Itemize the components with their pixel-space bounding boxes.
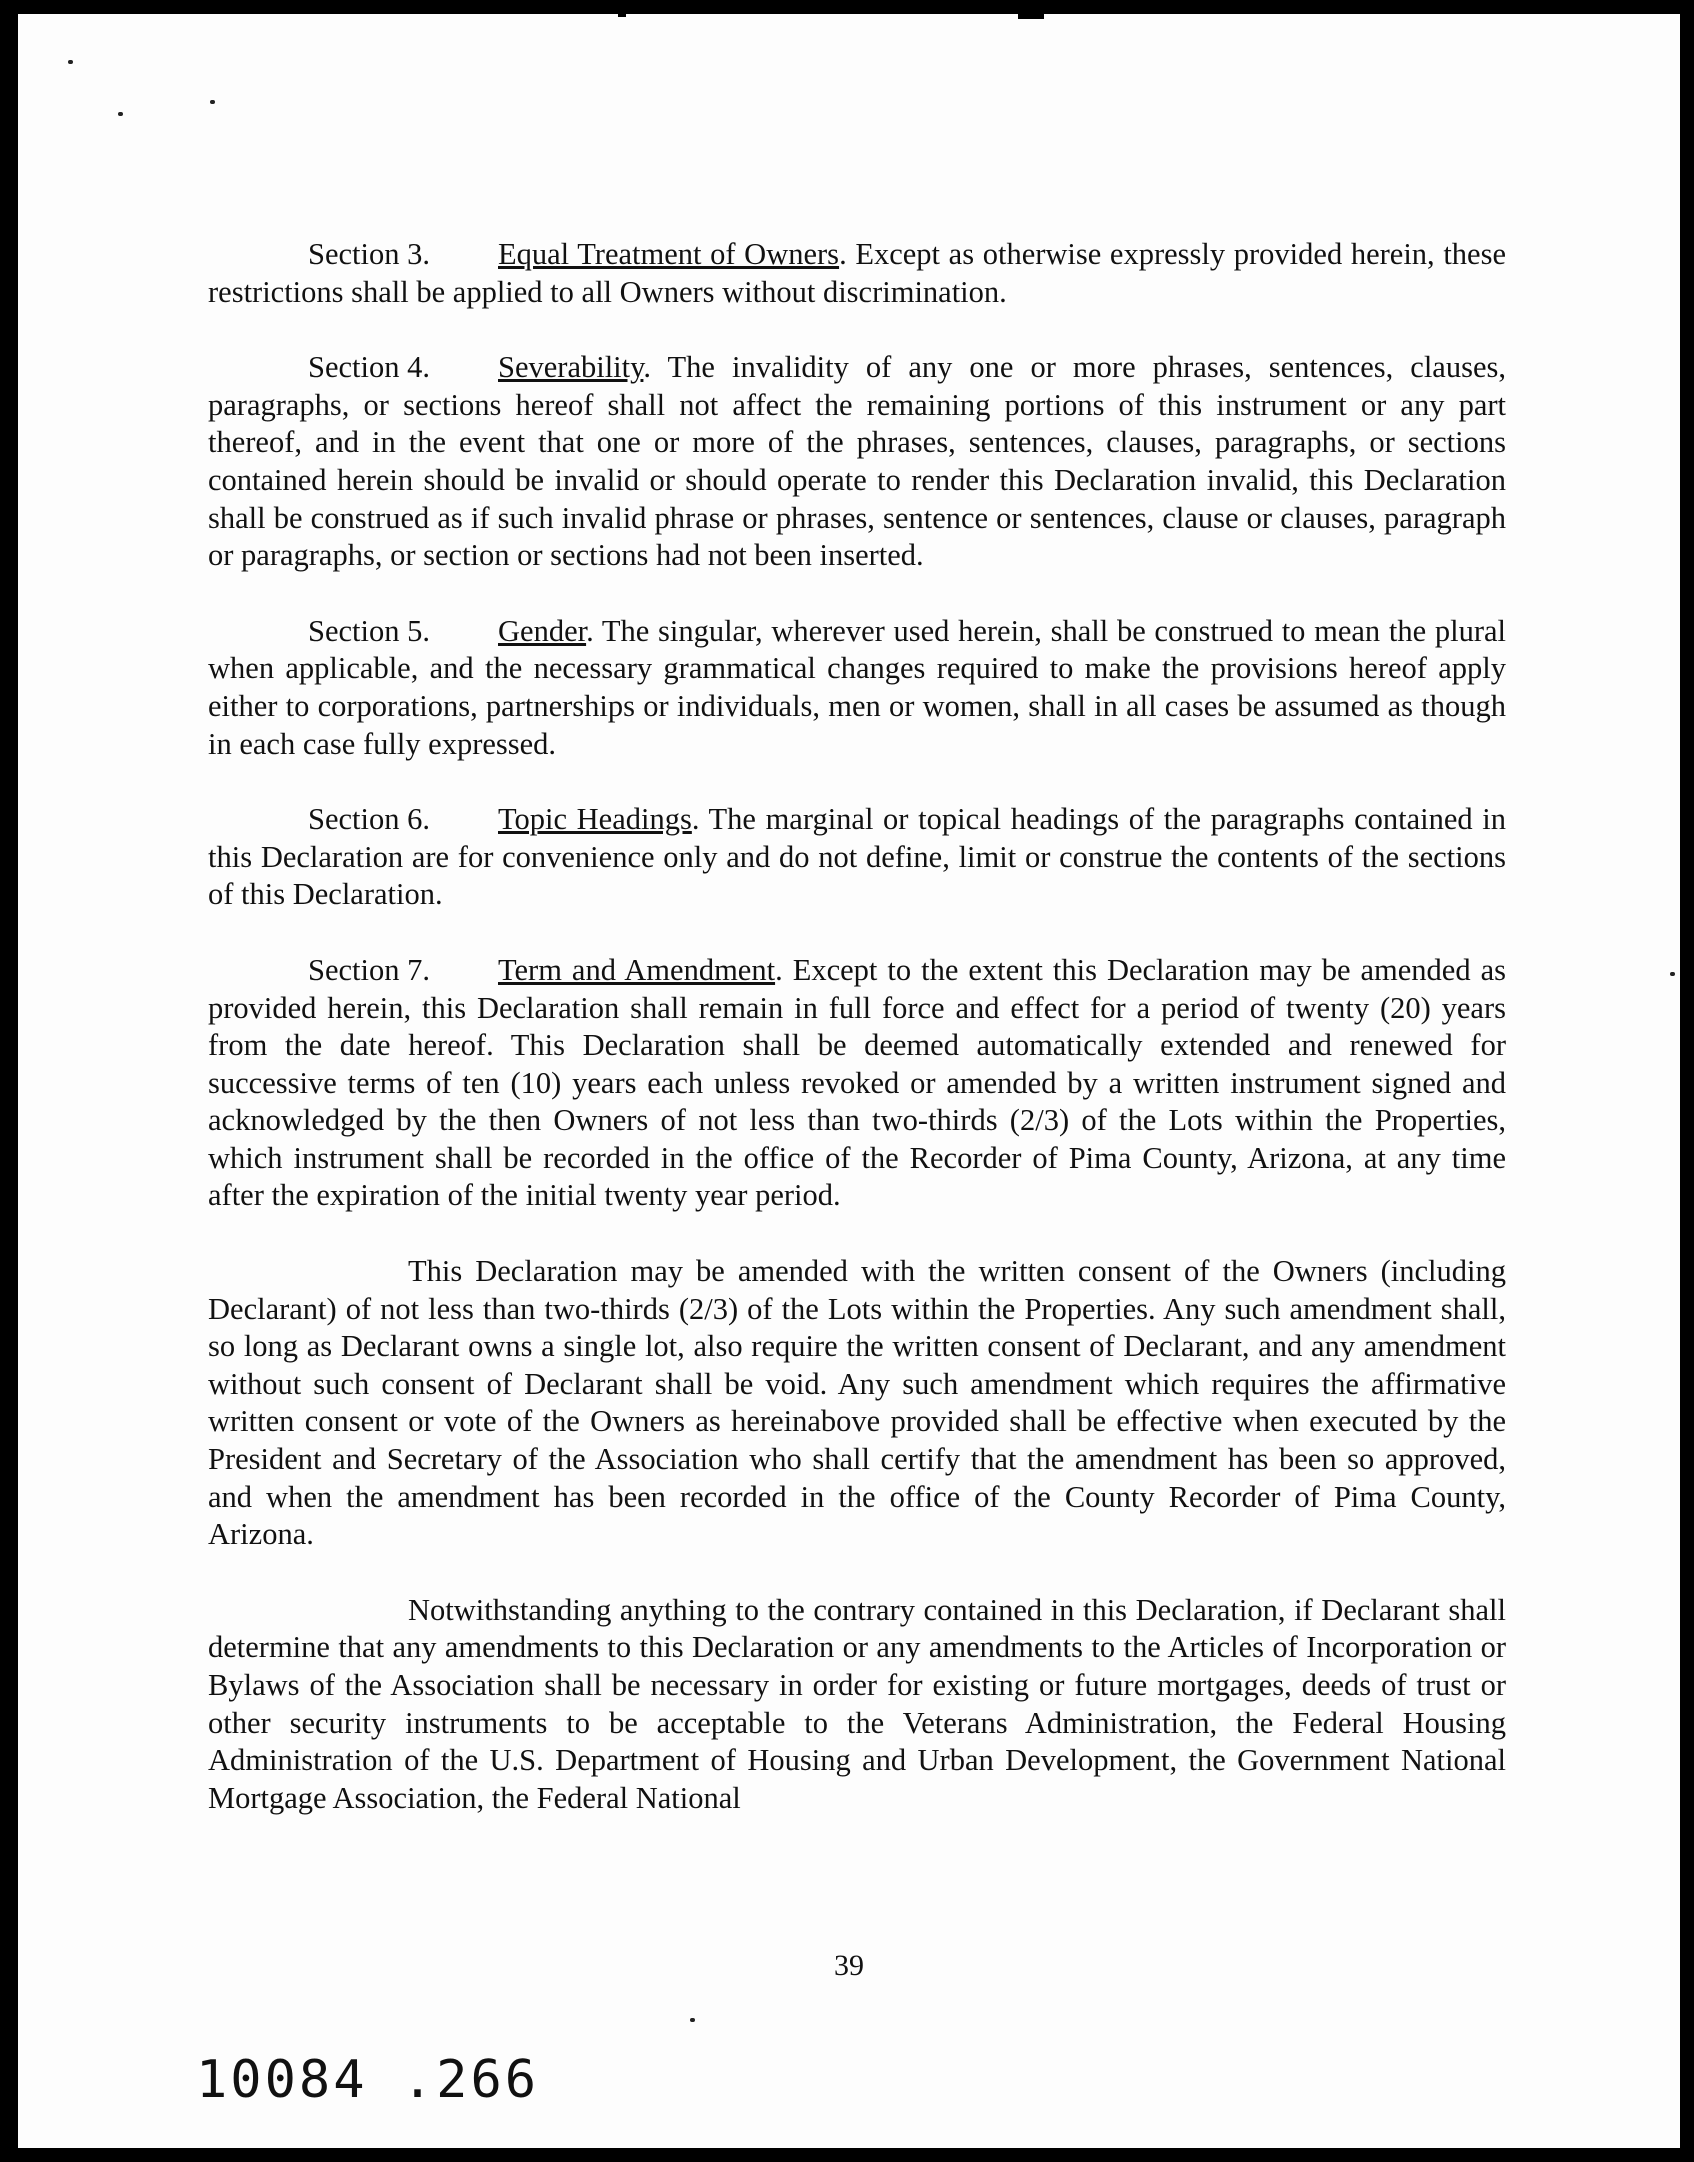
section-heading: Term and Amendment: [498, 952, 776, 987]
scan-speck: [118, 112, 123, 116]
section-4: [208, 349, 1506, 575]
scan-speck: [210, 100, 215, 104]
scan-edge-mark: [1018, 14, 1044, 19]
amendment-paragraph: This Declaration may be amended with the written consent of the Owners (including Declarant) of not less than two-thirds (2/3) of the Lots within the Properties. Any such amendment shall, so long as Declarant owns a single lot, also require the written consent of Declarant, and any amendment without such consent of Declarant shall be void. Any such amendment which requires the affirmative written consent or vote of the Owners as hereinabove provided shall be effective when executed by the President and Secretary of the Association who shall certify that the amendment has been so approved, and when the amendment has been recorded in the office of the County Recorder of Pima County, Arizona.: [208, 1254, 1506, 1552]
section-text: . The invalidity of any one or more phrases, sentences, clauses, paragraphs, or sections hereof shall not affect the remaining portions of this instrument or any part thereof, and in the event that one or more of the phrases, sentences, clauses, paragraphs, or sections contained herein should be invalid or should operate to render this Declaration invalid, this Declaration shall be construed as if such invalid phrase or phrases, sentence or sentences, clause or clauses, paragraph or paragraphs, or section or sections had not been inserted.: [208, 350, 1506, 573]
section-5: [208, 613, 1506, 763]
section-7: [208, 952, 1506, 1215]
section-label: Section 6.: [308, 802, 430, 837]
section-text: . The marginal or topical headings of the paragraphs contained in this Declaration are for convenience only and do not define, limit or construe the contents of the sections of this Declaration.: [208, 802, 1506, 912]
scan-speck: [68, 60, 73, 64]
page-number: 39: [834, 1949, 864, 1982]
section-heading: Severability: [498, 350, 644, 385]
section-3: [208, 236, 1506, 311]
document-page: [18, 14, 1680, 2148]
section-label: Section 4.: [308, 350, 430, 385]
document-body: [208, 236, 1506, 1855]
section-text: . The singular, wherever used herein, shall be construed to mean the plural when applicable, and the necessary grammatical changes required to make the provisions hereof apply either to corporations, partnerships or individuals, men or women, shall in all cases be assumed as though in each case fully expressed.: [208, 613, 1506, 761]
notwithstanding-paragraph: Notwithstanding anything to the contrary contained in this Declaration, if Declarant shall determine that any amendments to this Declaration or any amendments to the Articles of Incorporation or Bylaws of the Association shall be necessary in order for existing or future mortgages, deeds of trust or other security instruments to be acceptable to the Veterans Administration, the Federal Housing Administration of the U.S. Department of Housing and Urban Development, the Government National Mortgage Association, the Federal National: [208, 1592, 1506, 1815]
section-label: Section 5.: [308, 613, 430, 648]
section-label: Section 7.: [308, 952, 430, 987]
section-heading: Topic Headings: [498, 802, 692, 837]
section-6: [208, 801, 1506, 914]
scan-speck: [1670, 972, 1675, 976]
section-label: Section 3.: [308, 237, 430, 271]
section-text: . Except as otherwise expressly provided herein, these restrictions shall be applied to all Owners without discrimination.: [208, 237, 1506, 309]
scan-edge-mark: [618, 14, 626, 17]
section-heading: Equal Treatment of Owners: [498, 237, 840, 271]
scan-speck: [690, 2018, 695, 2022]
section-heading: Gender: [498, 613, 587, 648]
section-text: . Except to the extent this Declaration may be amended as provided herein, this Declaration shall remain in full force and effect for a period of twenty (20) years from the date hereof. This Declaration shall be deemed automatically extended and renewed for successive terms of ten (10) years each unless revoked or amended by a written instrument signed and acknowledged by the then Owners of not less than two-thirds (2/3) of the Lots within the Properties, which instrument shall be recorded in the office of the Recorder of Pima County, Arizona, at any time after the expiration of the initial twenty year period.: [208, 952, 1506, 1213]
document-stamp-number: 10084 .266: [196, 2050, 540, 2110]
